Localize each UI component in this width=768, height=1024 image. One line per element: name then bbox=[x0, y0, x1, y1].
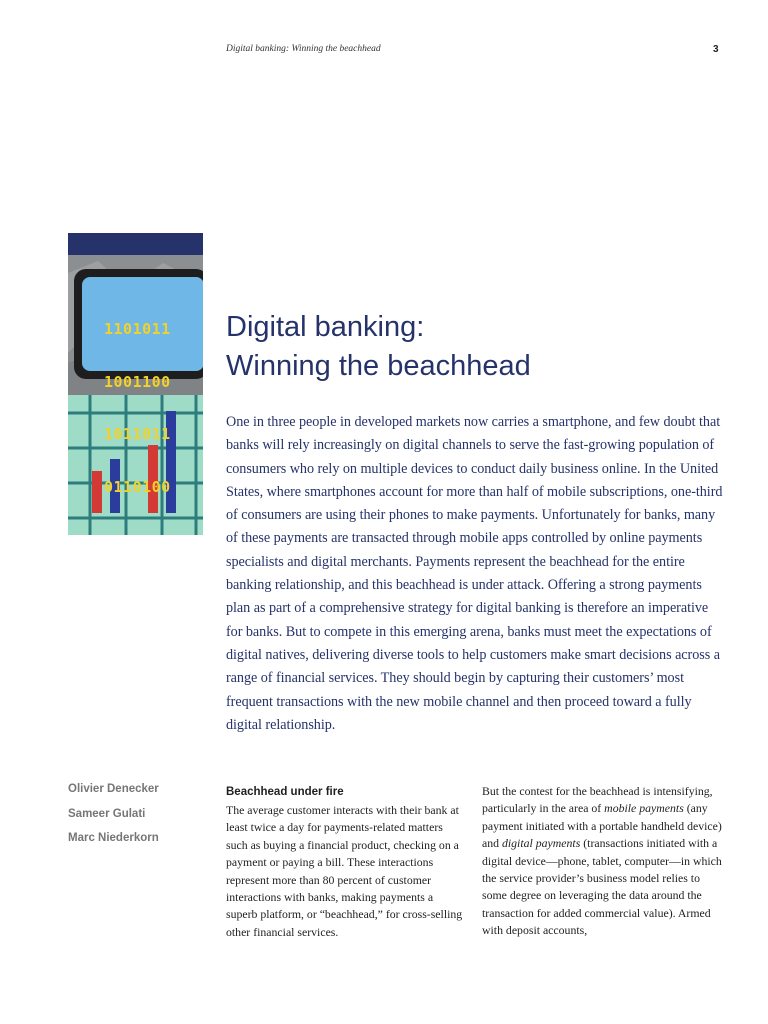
author-name: Sameer Gulati bbox=[68, 807, 146, 820]
article-title-line-2: Winning the beachhead bbox=[226, 350, 531, 382]
body-paragraph: The average customer interacts with their bank at least twice a day for payments-related matters such as buying a financial product, checking on a payment or paying a bill. These interactions represent more than 80 percent of customer interactions with banks, making payments a superb platform, or “beachhead,” for cross-selling other financial services. bbox=[226, 803, 463, 939]
article-title-line-1: Digital banking: bbox=[226, 311, 425, 343]
article-title bbox=[226, 308, 726, 386]
term-mobile-payments: mobile payments bbox=[604, 801, 684, 816]
binary-line: 1011011 bbox=[104, 425, 171, 443]
section-heading: Beachhead under fire bbox=[226, 786, 344, 798]
term-digital-payments: digital payments bbox=[501, 836, 581, 851]
binary-line: 1001100 bbox=[104, 372, 171, 391]
author-name: Olivier Denecker bbox=[68, 783, 159, 795]
binary-line: 0110100 bbox=[104, 477, 171, 496]
illustration-bar-red-1 bbox=[92, 471, 102, 513]
running-header-title: Digital banking: Winning the beachhead bbox=[226, 44, 381, 54]
article-illustration bbox=[68, 233, 203, 535]
illustration-top-band bbox=[68, 233, 203, 255]
author-name: Marc Niederkorn bbox=[68, 832, 159, 844]
author-list bbox=[68, 783, 218, 857]
body-column-1 bbox=[226, 785, 466, 941]
body-text-run: (any payment initiated with a portable handheld device) and bbox=[482, 801, 722, 851]
binary-line: 1101011 bbox=[104, 320, 171, 338]
body-text-run: But the contest for the beachhead is intensifying, particularly in the area of bbox=[482, 784, 713, 816]
page-number: 3 bbox=[713, 44, 719, 55]
binary-digits bbox=[104, 286, 171, 531]
body-column-2 bbox=[482, 783, 724, 940]
body-text-run: (transactions initiated with a digital device—phone, tablet, computer—in which the service provider’s business model relies to some degree on leveraging the data around the transaction for added commercial value). Armed with deposit accounts, bbox=[482, 836, 722, 938]
article-lede: One in three people in developed markets now carries a smartphone, and few doubt that banks will rely increasingly on digital channels to serve the fast-growing population of consumers who rely on multiple devices to conduct daily business online. In the United States, where smartphones account for more than half of mobile subscriptions, one-third of consumers are using their phones to make payments. Unfortunately for banks, many of these payments are transacted through mobile apps controlled by online payments specialists and digital merchants. Payments represent the beachhead for the entire banking relationship, and this beachhead is under attack. Offering a strong payments plan as part of a comprehensive strategy for digital banking is therefore an imperative for banks. But to compete in this emerging arena, banks must meet the expectations of digital natives, delivering diverse tools to help customers make smart decisions across a range of financial services. They should begin by capturing their customers’ most frequent transactions with the new mobile channel and then proceed toward a fully digital relationship. bbox=[226, 414, 723, 733]
body-paragraph bbox=[482, 783, 724, 940]
